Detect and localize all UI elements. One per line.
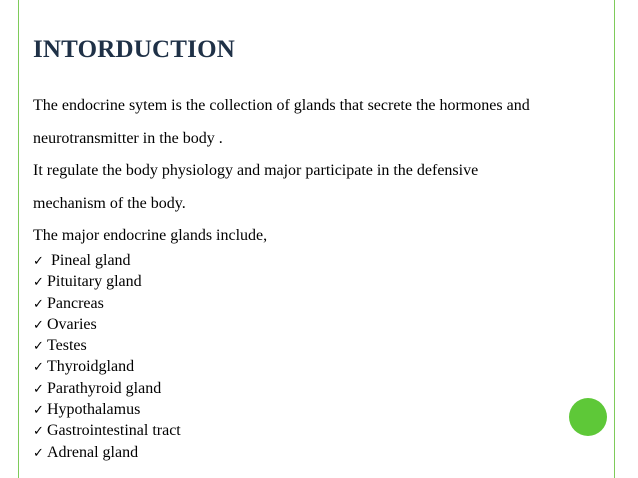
left-border-line xyxy=(18,0,19,478)
checkmark-icon: ✓ xyxy=(33,317,44,333)
list-item-label: Hypothalamus xyxy=(47,401,141,419)
body-line-4: mechanism of the body. xyxy=(33,195,186,212)
checkmark-icon: ✓ xyxy=(33,275,44,291)
checkmark-icon: ✓ xyxy=(33,445,44,461)
slide-title: INTORDUCTION xyxy=(33,36,235,63)
list-item-label: Ovaries xyxy=(47,315,97,333)
list-item xyxy=(33,335,181,356)
list-item-label: Pancreas xyxy=(47,294,104,312)
list-item-label: Gastrointestinal tract xyxy=(47,422,181,440)
body-line-3: It regulate the body physiology and major participate in the defensive xyxy=(33,162,479,179)
gland-checklist xyxy=(33,250,181,463)
list-item xyxy=(33,399,181,420)
body-line-1: The endocrine sytem is the collection of glands that secrete the hormones and xyxy=(33,97,530,114)
list-item xyxy=(33,442,181,463)
checkmark-icon: ✓ xyxy=(33,254,44,269)
list-item-label: Adrenal gland xyxy=(47,443,139,461)
checkmark-icon: ✓ xyxy=(33,360,44,376)
list-item xyxy=(33,250,181,271)
list-item-label: Pituitary gland xyxy=(47,273,142,291)
list-item xyxy=(33,378,181,399)
list-item-label: Thyroidgland xyxy=(47,358,135,376)
list-item-label: Pineal gland xyxy=(47,252,131,269)
list-item xyxy=(33,356,181,377)
checkmark-icon: ✓ xyxy=(33,403,44,419)
checkmark-icon: ✓ xyxy=(33,296,44,312)
checkmark-icon: ✓ xyxy=(33,424,44,440)
checkmark-icon: ✓ xyxy=(33,339,44,355)
list-item xyxy=(33,420,181,441)
list-item-label: Parathyroid gland xyxy=(47,379,162,397)
body-line-2: neurotransmitter in the body . xyxy=(33,130,223,147)
list-item xyxy=(33,271,181,292)
list-item-label: Testes xyxy=(47,337,87,355)
right-border-line xyxy=(614,0,615,478)
list-item xyxy=(33,293,181,314)
green-circle-decoration xyxy=(569,398,607,436)
checkmark-icon: ✓ xyxy=(33,381,44,397)
body-line-5: The major endocrine glands include, xyxy=(33,227,268,244)
list-item xyxy=(33,314,181,335)
